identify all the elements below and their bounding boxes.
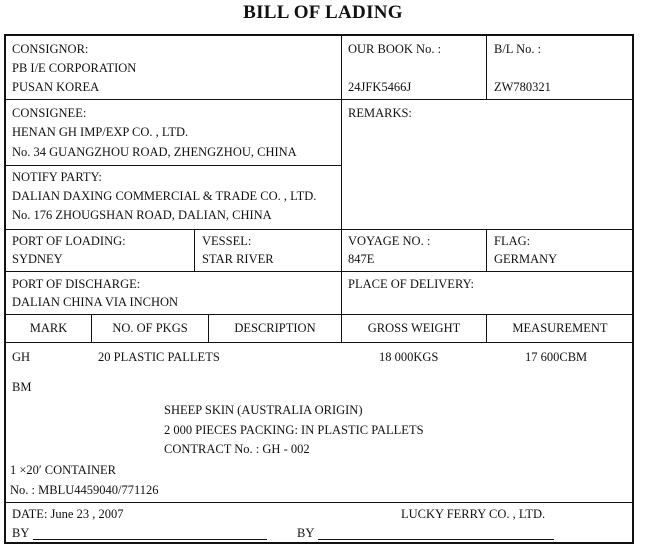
flag-label: FLAG:: [494, 234, 531, 248]
signature-line: [33, 539, 267, 540]
consignee-line: No. 34 GUANGZHOU ROAD, ZHENGZHOU, CHINA: [12, 145, 297, 159]
goods-description-line: 2 000 PIECES PACKING: IN PLASTIC PALLETS: [164, 423, 424, 437]
voyage-no-value: 847E: [348, 252, 375, 266]
column-divider: [341, 35, 342, 315]
notify-party-label: NOTIFY PARTY:: [12, 170, 102, 184]
notify-party-line: DALIAN DAXING COMMERCIAL & TRADE CO. , LTD.: [12, 189, 317, 203]
row-divider: [5, 271, 634, 272]
goods-mark: GH: [12, 350, 31, 364]
container-info: 1 ×20′ CONTAINER: [10, 463, 116, 477]
goods-description-line: CONTRACT No. : GH - 002: [164, 442, 310, 456]
signature-by-label: BY: [297, 526, 315, 540]
port-of-loading-value: SYDNEY: [12, 252, 63, 266]
row-divider: [5, 314, 634, 315]
port-of-discharge-label: PORT OF DISCHARGE:: [12, 277, 141, 291]
goods-description-line: SHEEP SKIN (AUSTRALIA ORIGIN): [164, 403, 363, 417]
consignee-label: CONSIGNEE:: [12, 106, 87, 120]
signature-by-label: BY: [12, 526, 30, 540]
column-divider: [194, 229, 195, 272]
consignor-line: PUSAN KOREA: [12, 80, 100, 94]
remarks-label: REMARKS:: [348, 106, 412, 120]
place-of-delivery-label: PLACE OF DELIVERY:: [348, 277, 474, 291]
row-divider: [5, 229, 634, 230]
bl-no-label: B/L No. :: [494, 42, 542, 56]
goods-measurement: 17 600CBM: [525, 350, 588, 364]
vessel-label: VESSEL:: [202, 234, 252, 248]
document-title: BILL OF LADING: [243, 2, 403, 23]
column-divider: [486, 229, 487, 272]
row-divider: [5, 165, 341, 166]
column-header-mark: MARK: [29, 321, 68, 335]
vessel-value: STAR RIVER: [202, 252, 274, 266]
column-divider: [486, 35, 487, 100]
row-divider: [5, 502, 634, 503]
issue-date: DATE: June 23 , 2007: [12, 507, 124, 521]
row-divider: [5, 342, 634, 343]
goods-mark: BM: [12, 380, 32, 394]
consignor-line: PB I/E CORPORATION: [12, 61, 137, 75]
goods-gross-weight: 18 000KGS: [379, 350, 439, 364]
bl-no-value: ZW780321: [494, 80, 551, 94]
consignee-line: HENAN GH IMP/EXP CO. , LTD.: [12, 125, 189, 139]
notify-party-line: No. 176 ZHOUGSHAN ROAD, DALIAN, CHINA: [12, 208, 272, 222]
consignor-label: CONSIGNOR:: [12, 42, 89, 56]
goods-packages: 20 PLASTIC PALLETS: [98, 350, 220, 364]
column-header-measurement: MEASUREMENT: [512, 321, 608, 335]
flag-value: GERMANY: [494, 252, 558, 266]
column-header-description: DESCRIPTION: [234, 321, 316, 335]
our-book-no-value: 24JFK5466J: [348, 80, 412, 94]
container-number: No. : MBLU4459040/771126: [10, 483, 159, 497]
column-header-gross-weight: GROSS WEIGHT: [367, 321, 461, 335]
signature-line: [318, 539, 554, 540]
voyage-no-label: VOYAGE NO. :: [348, 234, 431, 248]
carrier-name: LUCKY FERRY CO. , LTD.: [401, 507, 546, 521]
port-of-discharge-value: DALIAN CHINA VIA INCHON: [12, 295, 179, 309]
column-header-pkgs: NO. OF PKGS: [112, 321, 188, 335]
port-of-loading-label: PORT OF LOADING:: [12, 234, 126, 248]
row-divider: [5, 99, 634, 100]
our-book-no-label: OUR BOOK No. :: [348, 42, 442, 56]
